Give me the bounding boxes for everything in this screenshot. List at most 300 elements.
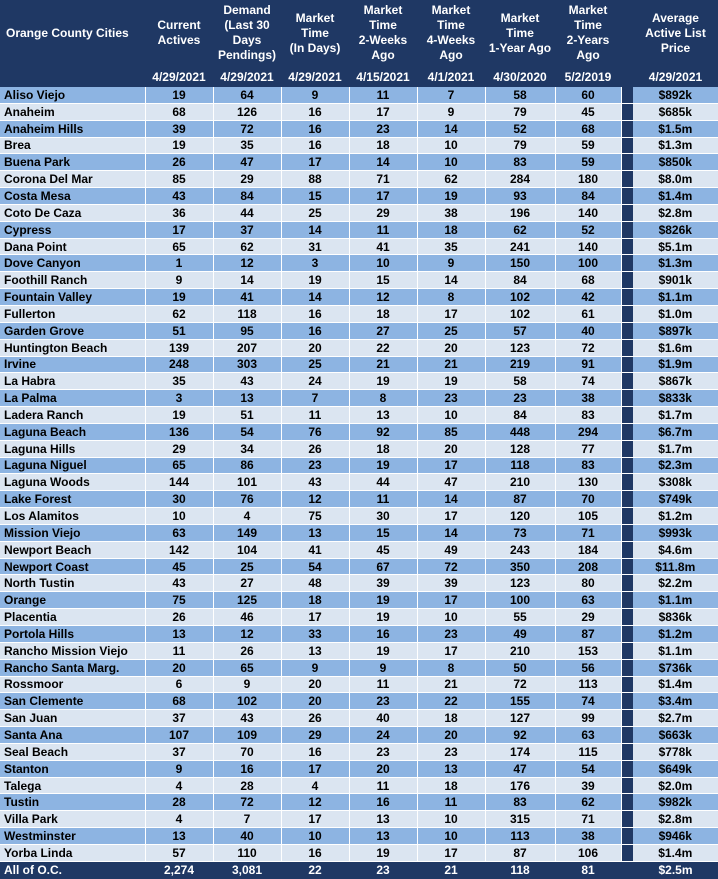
price-cell: $649k — [633, 760, 718, 777]
city-name: Cypress — [0, 221, 145, 238]
value-cell: 109 — [213, 727, 281, 744]
value-cell: 19 — [417, 373, 485, 390]
value-cell: 41 — [213, 289, 281, 306]
value-cell: 11 — [349, 676, 417, 693]
date-cell: 4/29/2021 — [213, 66, 281, 87]
value-cell: 80 — [555, 575, 621, 592]
value-cell: 14 — [213, 272, 281, 289]
value-cell: 123 — [485, 339, 555, 356]
value-cell: 57 — [145, 844, 213, 861]
value-cell: 10 — [417, 137, 485, 154]
value-cell: 4 — [213, 508, 281, 525]
row-gap — [621, 390, 633, 407]
table-row — [0, 103, 718, 120]
value-cell: 14 — [281, 221, 349, 238]
table-row — [0, 811, 718, 828]
date-row — [0, 66, 718, 87]
value-cell: 23 — [417, 390, 485, 407]
value-cell: 4 — [281, 777, 349, 794]
header-market-time-days: Market Time (In Days) — [281, 0, 349, 66]
city-name: Foothill Ranch — [0, 272, 145, 289]
value-cell: 23 — [349, 120, 417, 137]
value-cell: 25 — [417, 322, 485, 339]
value-cell: 58 — [485, 87, 555, 103]
date-cell: 4/15/2021 — [349, 66, 417, 87]
table-row — [0, 508, 718, 525]
city-name: Dove Canyon — [0, 255, 145, 272]
value-cell: 71 — [349, 171, 417, 188]
value-cell: 68 — [145, 693, 213, 710]
value-cell: 19 — [349, 457, 417, 474]
table-row — [0, 305, 718, 322]
price-cell: $1.2m — [633, 626, 718, 643]
city-name: Fullerton — [0, 305, 145, 322]
table-row — [0, 390, 718, 407]
value-cell: 60 — [555, 87, 621, 103]
header-market-time-4-weeks: Market Time 4-Weeks Ago — [417, 0, 485, 66]
table-row — [0, 575, 718, 592]
date-cell: 4/29/2021 — [145, 66, 213, 87]
value-cell: 196 — [485, 204, 555, 221]
value-cell: 76 — [213, 491, 281, 508]
price-cell: $8.0m — [633, 171, 718, 188]
value-cell: 86 — [213, 457, 281, 474]
value-cell: 87 — [485, 491, 555, 508]
city-name: Talega — [0, 777, 145, 794]
value-cell: 84 — [485, 272, 555, 289]
value-cell: 73 — [485, 524, 555, 541]
value-cell: 448 — [485, 423, 555, 440]
value-cell: 11 — [349, 87, 417, 103]
value-cell: 33 — [281, 626, 349, 643]
header-actives: Current Actives — [145, 0, 213, 66]
table-row — [0, 524, 718, 541]
value-cell: 115 — [555, 743, 621, 760]
row-gap — [621, 474, 633, 491]
value-cell: 17 — [281, 811, 349, 828]
total-gap — [621, 861, 633, 879]
city-name: Laguna Hills — [0, 440, 145, 457]
table-row — [0, 204, 718, 221]
date-cell: 4/29/2021 — [281, 66, 349, 87]
table-row — [0, 188, 718, 205]
row-gap — [621, 844, 633, 861]
value-cell: 13 — [145, 828, 213, 845]
city-name: Aliso Viejo — [0, 87, 145, 103]
row-gap — [621, 137, 633, 154]
value-cell: 294 — [555, 423, 621, 440]
value-cell: 24 — [281, 373, 349, 390]
value-cell: 59 — [555, 137, 621, 154]
value-cell: 106 — [555, 844, 621, 861]
value-cell: 16 — [281, 137, 349, 154]
value-cell: 102 — [485, 305, 555, 322]
date-cell-empty — [0, 66, 145, 87]
value-cell: 13 — [281, 642, 349, 659]
value-cell: 113 — [555, 676, 621, 693]
value-cell: 84 — [485, 407, 555, 424]
row-gap — [621, 120, 633, 137]
header-market-time-1-year: Market Time 1-Year Ago — [485, 0, 555, 66]
value-cell: 99 — [555, 710, 621, 727]
table-row — [0, 373, 718, 390]
value-cell: 52 — [555, 221, 621, 238]
value-cell: 16 — [281, 103, 349, 120]
price-cell: $1.1m — [633, 289, 718, 306]
row-gap — [621, 642, 633, 659]
value-cell: 140 — [555, 204, 621, 221]
date-cell: 5/2/2019 — [555, 66, 621, 87]
value-cell: 59 — [555, 154, 621, 171]
row-gap — [621, 423, 633, 440]
value-cell: 19 — [349, 609, 417, 626]
row-gap — [621, 87, 633, 103]
value-cell: 39 — [417, 575, 485, 592]
value-cell: 23 — [485, 390, 555, 407]
row-gap — [621, 356, 633, 373]
city-name: Buena Park — [0, 154, 145, 171]
value-cell: 17 — [417, 642, 485, 659]
value-cell: 87 — [555, 626, 621, 643]
value-cell: 51 — [213, 407, 281, 424]
value-cell: 9 — [349, 659, 417, 676]
value-cell: 92 — [485, 727, 555, 744]
header-market-time-2-years: Market Time 2-Years Ago — [555, 0, 621, 66]
table-row — [0, 407, 718, 424]
value-cell: 17 — [417, 305, 485, 322]
date-cell: 4/29/2021 — [633, 66, 718, 87]
price-cell: $778k — [633, 743, 718, 760]
value-cell: 180 — [555, 171, 621, 188]
row-gap — [621, 322, 633, 339]
date-cell: 4/30/2020 — [485, 66, 555, 87]
value-cell: 40 — [349, 710, 417, 727]
row-gap — [621, 558, 633, 575]
value-cell: 49 — [417, 541, 485, 558]
value-cell: 150 — [485, 255, 555, 272]
price-cell: $1.4m — [633, 844, 718, 861]
value-cell: 13 — [349, 407, 417, 424]
city-name: Dana Point — [0, 238, 145, 255]
value-cell: 95 — [213, 322, 281, 339]
price-cell: $2.3m — [633, 457, 718, 474]
value-cell: 16 — [281, 322, 349, 339]
value-cell: 45 — [349, 541, 417, 558]
city-name: Brea — [0, 137, 145, 154]
value-cell: 102 — [485, 289, 555, 306]
value-cell: 26 — [281, 440, 349, 457]
header-price: Average Active List Price — [633, 0, 718, 66]
value-cell: 24 — [349, 727, 417, 744]
value-cell: 10 — [145, 508, 213, 525]
value-cell: 63 — [555, 727, 621, 744]
value-cell: 315 — [485, 811, 555, 828]
value-cell: 44 — [213, 204, 281, 221]
value-cell: 100 — [485, 592, 555, 609]
value-cell: 16 — [349, 626, 417, 643]
value-cell: 123 — [485, 575, 555, 592]
value-cell: 75 — [145, 592, 213, 609]
value-cell: 17 — [417, 844, 485, 861]
price-cell: $1.6m — [633, 339, 718, 356]
value-cell: 18 — [281, 592, 349, 609]
value-cell: 54 — [213, 423, 281, 440]
value-cell: 10 — [417, 609, 485, 626]
total-cell: 81 — [555, 861, 621, 879]
value-cell: 25 — [281, 204, 349, 221]
value-cell: 14 — [417, 524, 485, 541]
value-cell: 18 — [349, 440, 417, 457]
value-cell: 20 — [145, 659, 213, 676]
value-cell: 36 — [145, 204, 213, 221]
table-row — [0, 255, 718, 272]
value-cell: 26 — [145, 609, 213, 626]
value-cell: 83 — [555, 407, 621, 424]
value-cell: 9 — [145, 272, 213, 289]
value-cell: 15 — [349, 524, 417, 541]
table-row — [0, 440, 718, 457]
row-gap — [621, 524, 633, 541]
table-row — [0, 642, 718, 659]
header-demand: Demand (Last 30 Days Pendings) — [213, 0, 281, 66]
total-label: All of O.C. — [0, 861, 145, 879]
value-cell: 8 — [349, 390, 417, 407]
city-name: La Palma — [0, 390, 145, 407]
value-cell: 136 — [145, 423, 213, 440]
table-row — [0, 794, 718, 811]
value-cell: 39 — [145, 120, 213, 137]
value-cell: 9 — [213, 676, 281, 693]
value-cell: 74 — [555, 693, 621, 710]
value-cell: 62 — [417, 171, 485, 188]
value-cell: 17 — [417, 508, 485, 525]
city-name: Anaheim Hills — [0, 120, 145, 137]
city-name: Lake Forest — [0, 491, 145, 508]
value-cell: 67 — [349, 558, 417, 575]
value-cell: 20 — [281, 693, 349, 710]
city-name: Santa Ana — [0, 727, 145, 744]
city-name: Portola Hills — [0, 626, 145, 643]
value-cell: 11 — [349, 221, 417, 238]
value-cell: 19 — [349, 642, 417, 659]
value-cell: 48 — [281, 575, 349, 592]
value-cell: 77 — [555, 440, 621, 457]
price-cell: $3.4m — [633, 693, 718, 710]
total-cell: 22 — [281, 861, 349, 879]
value-cell: 61 — [555, 305, 621, 322]
total-row — [0, 861, 718, 879]
value-cell: 38 — [555, 390, 621, 407]
value-cell: 37 — [213, 221, 281, 238]
table-row — [0, 171, 718, 188]
row-gap — [621, 592, 633, 609]
value-cell: 35 — [145, 373, 213, 390]
city-name: Seal Beach — [0, 743, 145, 760]
city-name: Laguna Beach — [0, 423, 145, 440]
city-name: Coto De Caza — [0, 204, 145, 221]
value-cell: 72 — [555, 339, 621, 356]
value-cell: 17 — [281, 154, 349, 171]
value-cell: 43 — [213, 373, 281, 390]
table-row — [0, 558, 718, 575]
value-cell: 126 — [213, 103, 281, 120]
value-cell: 14 — [281, 289, 349, 306]
value-cell: 84 — [213, 188, 281, 205]
value-cell: 23 — [349, 693, 417, 710]
city-name: Laguna Niguel — [0, 457, 145, 474]
value-cell: 13 — [145, 626, 213, 643]
value-cell: 76 — [281, 423, 349, 440]
row-gap — [621, 727, 633, 744]
value-cell: 46 — [213, 609, 281, 626]
value-cell: 350 — [485, 558, 555, 575]
value-cell: 20 — [281, 676, 349, 693]
city-name: Laguna Woods — [0, 474, 145, 491]
value-cell: 19 — [145, 407, 213, 424]
value-cell: 87 — [485, 844, 555, 861]
price-cell: $1.3m — [633, 137, 718, 154]
row-gap — [621, 626, 633, 643]
row-gap — [621, 710, 633, 727]
price-cell: $1.7m — [633, 407, 718, 424]
city-name: San Juan — [0, 710, 145, 727]
value-cell: 8 — [417, 659, 485, 676]
table-row — [0, 457, 718, 474]
price-cell: $836k — [633, 609, 718, 626]
value-cell: 17 — [349, 188, 417, 205]
price-cell: $749k — [633, 491, 718, 508]
price-cell: $1.9m — [633, 356, 718, 373]
value-cell: 54 — [555, 760, 621, 777]
value-cell: 37 — [145, 743, 213, 760]
value-cell: 118 — [213, 305, 281, 322]
value-cell: 15 — [349, 272, 417, 289]
value-cell: 64 — [213, 87, 281, 103]
city-name: Stanton — [0, 760, 145, 777]
table-row — [0, 474, 718, 491]
table-row — [0, 221, 718, 238]
total-cell: 23 — [349, 861, 417, 879]
value-cell: 68 — [145, 103, 213, 120]
value-cell: 7 — [213, 811, 281, 828]
row-gap — [621, 693, 633, 710]
price-cell: $685k — [633, 103, 718, 120]
value-cell: 19 — [145, 137, 213, 154]
value-cell: 11 — [145, 642, 213, 659]
value-cell: 84 — [555, 188, 621, 205]
value-cell: 65 — [145, 457, 213, 474]
city-name: Huntington Beach — [0, 339, 145, 356]
value-cell: 12 — [281, 491, 349, 508]
table-row — [0, 137, 718, 154]
value-cell: 10 — [417, 811, 485, 828]
value-cell: 7 — [281, 390, 349, 407]
price-cell: $2.8m — [633, 811, 718, 828]
value-cell: 155 — [485, 693, 555, 710]
header-market-time-2-weeks: Market Time 2-Weeks Ago — [349, 0, 417, 66]
price-cell: $2.2m — [633, 575, 718, 592]
price-cell: $4.6m — [633, 541, 718, 558]
row-gap — [621, 508, 633, 525]
price-cell: $1.3m — [633, 255, 718, 272]
table-row — [0, 423, 718, 440]
value-cell: 23 — [349, 743, 417, 760]
city-name: Rancho Santa Marg. — [0, 659, 145, 676]
value-cell: 41 — [349, 238, 417, 255]
value-cell: 128 — [485, 440, 555, 457]
price-cell: $826k — [633, 221, 718, 238]
price-cell: $1.1m — [633, 592, 718, 609]
value-cell: 102 — [213, 693, 281, 710]
city-name: Westminster — [0, 828, 145, 845]
value-cell: 10 — [417, 407, 485, 424]
value-cell: 210 — [485, 474, 555, 491]
value-cell: 243 — [485, 541, 555, 558]
value-cell: 72 — [213, 794, 281, 811]
value-cell: 18 — [417, 221, 485, 238]
value-cell: 20 — [417, 440, 485, 457]
table-row — [0, 491, 718, 508]
row-gap — [621, 221, 633, 238]
row-gap — [621, 575, 633, 592]
price-cell: $867k — [633, 373, 718, 390]
value-cell: 43 — [145, 575, 213, 592]
value-cell: 16 — [281, 743, 349, 760]
city-name: Tustin — [0, 794, 145, 811]
value-cell: 20 — [417, 727, 485, 744]
row-gap — [621, 255, 633, 272]
value-cell: 1 — [145, 255, 213, 272]
value-cell: 39 — [555, 777, 621, 794]
table-row — [0, 743, 718, 760]
value-cell: 70 — [555, 491, 621, 508]
total-cell: $2.5m — [633, 861, 718, 879]
row-gap — [621, 676, 633, 693]
value-cell: 54 — [281, 558, 349, 575]
price-cell: $2.7m — [633, 710, 718, 727]
value-cell: 19 — [349, 844, 417, 861]
value-cell: 10 — [417, 828, 485, 845]
value-cell: 19 — [349, 592, 417, 609]
value-cell: 14 — [349, 154, 417, 171]
value-cell: 65 — [213, 659, 281, 676]
value-cell: 17 — [417, 457, 485, 474]
value-cell: 62 — [145, 305, 213, 322]
value-cell: 83 — [555, 457, 621, 474]
value-cell: 12 — [213, 255, 281, 272]
value-cell: 17 — [281, 609, 349, 626]
row-gap — [621, 272, 633, 289]
total-cell: 118 — [485, 861, 555, 879]
value-cell: 28 — [145, 794, 213, 811]
table-row — [0, 727, 718, 744]
value-cell: 62 — [213, 238, 281, 255]
value-cell: 42 — [555, 289, 621, 306]
city-name: Rossmoor — [0, 676, 145, 693]
value-cell: 22 — [417, 693, 485, 710]
value-cell: 21 — [349, 356, 417, 373]
price-cell: $993k — [633, 524, 718, 541]
value-cell: 47 — [417, 474, 485, 491]
value-cell: 125 — [213, 592, 281, 609]
value-cell: 37 — [145, 710, 213, 727]
date-gap — [621, 66, 633, 87]
value-cell: 153 — [555, 642, 621, 659]
table-row — [0, 676, 718, 693]
row-gap — [621, 609, 633, 626]
value-cell: 100 — [555, 255, 621, 272]
value-cell: 51 — [145, 322, 213, 339]
